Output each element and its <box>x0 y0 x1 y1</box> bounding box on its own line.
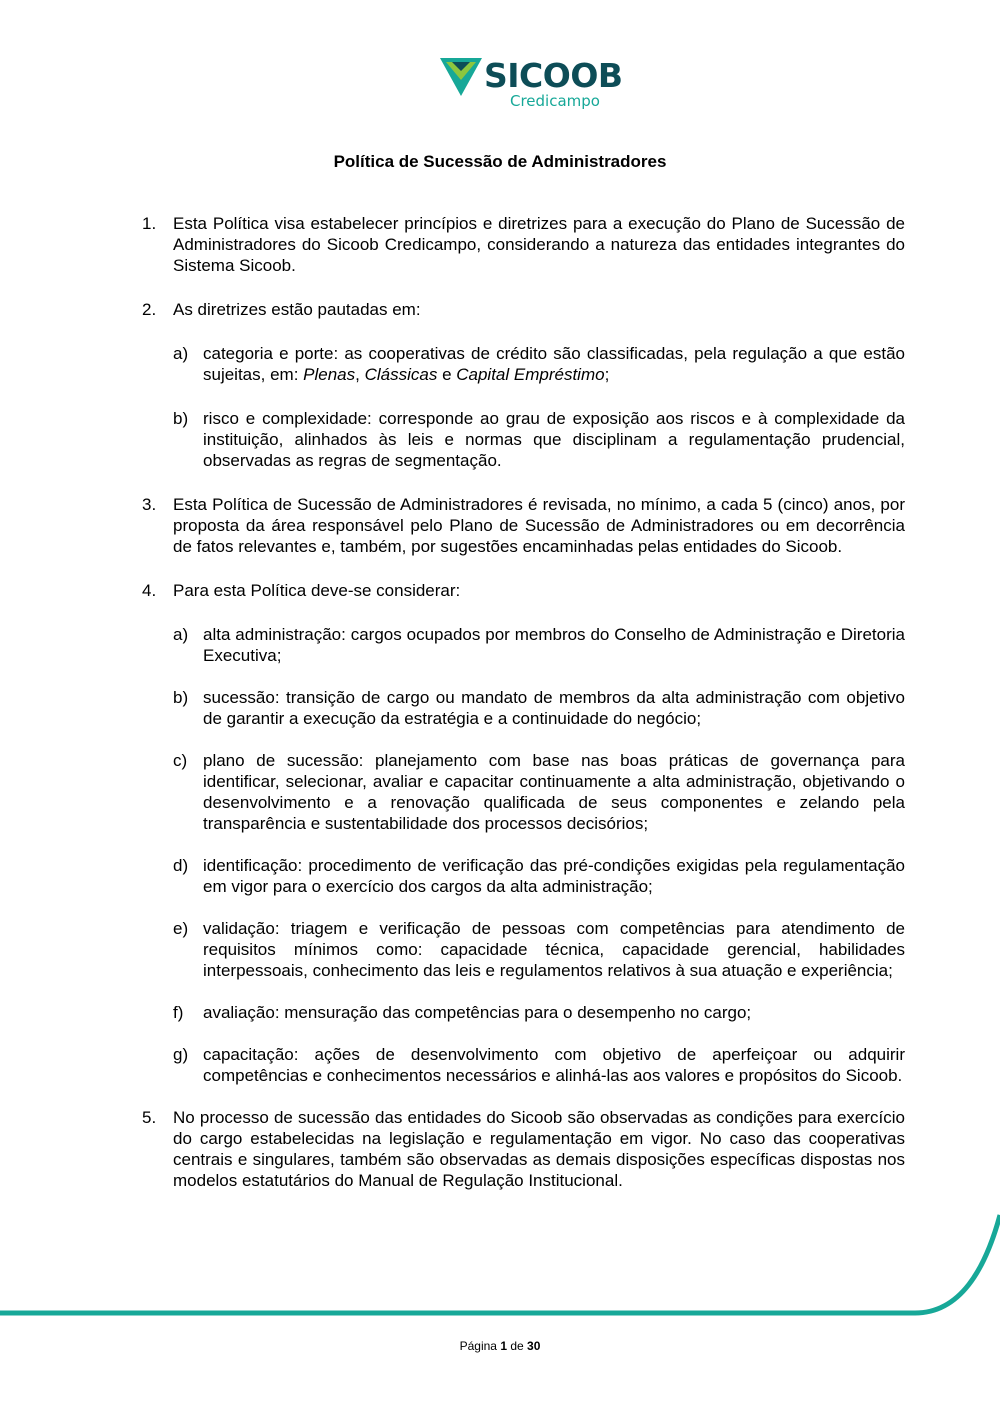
sub-item-letter: b) <box>173 409 189 428</box>
sub-item-4a <box>140 624 905 666</box>
sub-item-text: categoria e porte: as cooperativas de crédito são classificadas, pela regulação a que estão sujeitas, em: <box>203 344 905 384</box>
page-title: Política de Sucessão de Administradores <box>333 152 667 171</box>
sub-item-text: risco e complexidade: corresponde ao grau de exposição aos riscos e à complexidade da instituição, alinhados às leis e normas que disciplinam a regulamentação prudencial, observadas as regras de segmentação. <box>203 409 905 470</box>
sub-item-4d <box>140 855 905 897</box>
sub-item-4c <box>140 750 905 834</box>
emphasis-capital-emprestimo: Capital Empréstimo <box>456 365 605 384</box>
item-number: 3. <box>142 495 157 514</box>
emphasis-plenas: Plenas <box>303 365 356 384</box>
document-body <box>140 213 905 1191</box>
sub-item-2a <box>140 343 905 385</box>
separator: , <box>355 365 365 384</box>
sub-item-4b <box>140 687 905 729</box>
list-item-3 <box>140 494 905 557</box>
terminator: ; <box>604 365 610 384</box>
sub-item-letter: e) <box>173 919 189 938</box>
sub-item-letter: f) <box>173 1003 184 1022</box>
sub-item-4f <box>140 1002 905 1023</box>
sub-item-2b <box>140 408 905 471</box>
sicoob-logo-icon <box>440 58 482 98</box>
item-number: 5. <box>142 1108 157 1127</box>
logo-subtitle: Credicampo <box>510 92 600 110</box>
sicoob-logo <box>440 56 623 116</box>
item-text: As diretrizes estão pautadas em: <box>173 300 421 319</box>
sub-item-text: plano de sucessão: planejamento com base nas boas práticas de governança para identificar, selecionar, avaliar e capacitar continuamente a alta administração, objetivando o desenvolvimento e a renovação qualificada de seus componentes e zelando pela transparência e sustentabilidade dos processos decisórios; <box>203 751 905 833</box>
item-text: No processo de sucessão das entidades do Sicoob são observadas as condições para exercício do cargo estabelecidas na legislação e regulamentação em vigor. No caso das cooperativas centrais e singulares, também são observadas as demais disposições específicas dispostas nos modelos estatutários do Manual de Regulação Institucional. <box>173 1108 905 1190</box>
list-item-4 <box>140 580 905 601</box>
sub-item-4e <box>140 918 905 981</box>
sub-item-text: sucessão: transição de cargo ou mandato de membros da alta administração com objetivo de garantir a execução da estratégia e a continuidade do negócio; <box>203 688 905 728</box>
sub-item-letter: c) <box>173 751 188 770</box>
item-text: Para esta Política deve-se considerar: <box>173 581 461 600</box>
sub-item-4g <box>140 1044 905 1086</box>
sub-item-text: identificação: procedimento de verificação das pré-condições exigidas pela regulamentação em vigor para o exercício dos cargos da alta administração; <box>203 856 905 896</box>
sub-item-text: alta administração: cargos ocupados por membros do Conselho de Administração e Diretoria Executiva; <box>203 625 905 665</box>
item-text: Esta Política de Sucessão de Administradores é revisada, no mínimo, a cada 5 (cinco) anos, por proposta da área responsável pelo Plano de Sucessão de Administradores ou em decorrência de fatos relevantes e, também, por sugestões encaminhadas pelas entidades do Sicoob. <box>173 495 905 556</box>
list-item-2 <box>140 299 905 320</box>
sub-item-letter: d) <box>173 856 189 875</box>
sub-item-letter: b) <box>173 688 189 707</box>
page-footer <box>0 1338 1000 1354</box>
footer-wave-decoration <box>0 1210 1000 1322</box>
sub-item-text: avaliação: mensuração das competências para o desempenho no cargo; <box>203 1003 752 1022</box>
item-number: 2. <box>142 300 157 319</box>
sub-item-letter: a) <box>173 625 189 644</box>
list-item-1 <box>140 213 905 276</box>
sub-item-text: validação: triagem e verificação de pessoas com competências para atendimento de requisitos mínimos como: capacidade técnica, capacidade gerencial, habilidades interpessoais, conhecimento das leis e regulamentos relativos à sua atuação e experiência; <box>203 919 905 980</box>
item-number: 1. <box>142 214 157 233</box>
sub-item-letter: g) <box>173 1045 189 1064</box>
logo-wordmark: SICOOB <box>484 56 623 95</box>
total-page-count: 30 <box>527 1339 541 1353</box>
list-item-5 <box>140 1107 905 1191</box>
sub-item-text: capacitação: ações de desenvolvimento com objetivo de aperfeiçoar ou adquirir competências e conhecimentos necessários e alinhá-las aos valores e propósitos do Sicoob. <box>203 1045 905 1085</box>
item-text: Esta Política visa estabelecer princípios e diretrizes para a execução do Plano de Sucessão de Administradores do Sicoob Credicampo, considerando a natureza das entidades integrantes do Sistema Sicoob. <box>173 214 905 275</box>
current-page-number: 1 <box>500 1339 507 1353</box>
footer-mid: de <box>507 1339 528 1353</box>
emphasis-classicas: Clássicas <box>364 365 438 384</box>
footer-prefix: Página <box>459 1339 501 1353</box>
separator: e <box>437 365 457 384</box>
item-number: 4. <box>142 581 157 600</box>
sub-item-letter: a) <box>173 344 189 363</box>
